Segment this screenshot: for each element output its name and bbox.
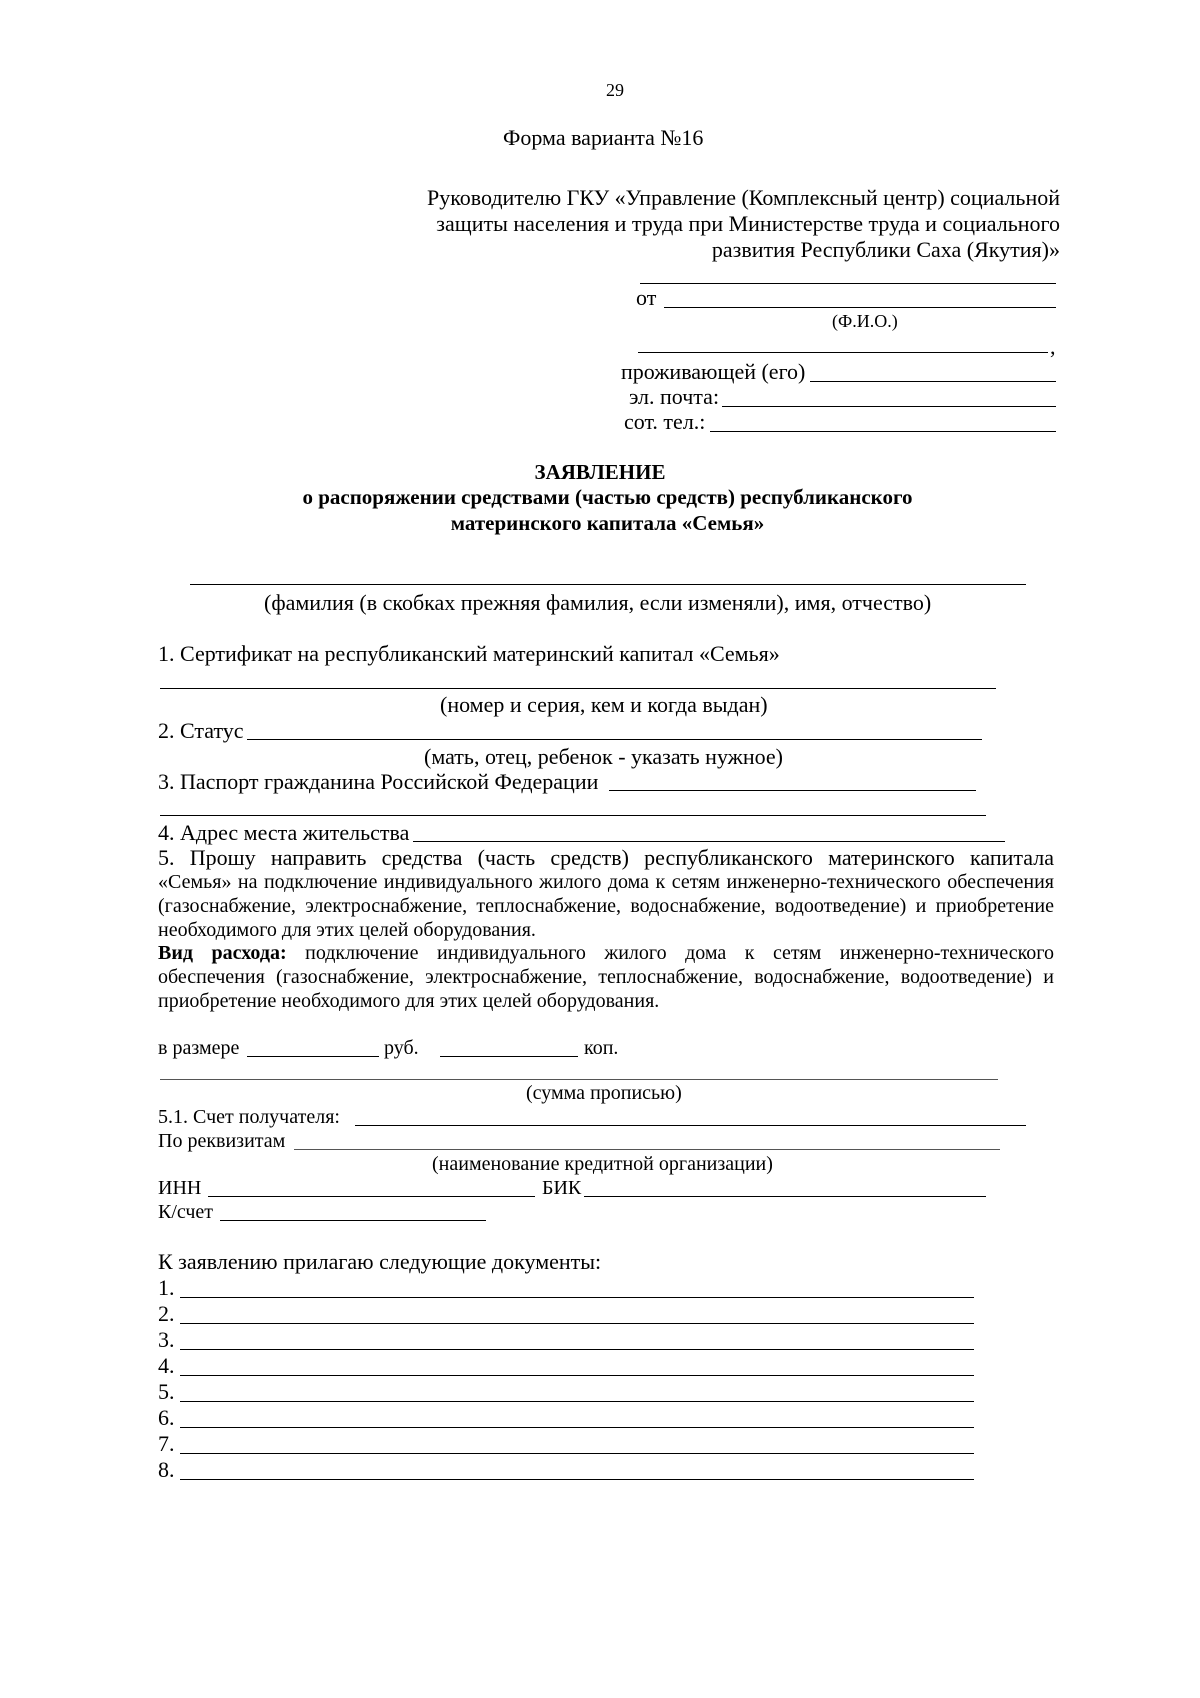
certificate-field[interactable]: [160, 688, 996, 689]
document-subtitle-1: о распоряжении средствами (частью средств) республиканского: [302, 485, 913, 509]
certificate-caption: (номер и серия, кем и когда выдан): [440, 692, 768, 717]
status-field[interactable]: [247, 739, 982, 740]
attachment-field[interactable]: [180, 1453, 974, 1454]
attachment-number: 2.: [158, 1301, 175, 1326]
phone-label: сот. тел.:: [624, 409, 706, 434]
passport-label: 3. Паспорт гражданина Российской Федерации: [158, 769, 599, 794]
fio-field[interactable]: [664, 307, 1056, 308]
item5-line-3: (газоснабжение, электроснабжение, теплоснабжение, водоснабжение, водоотведение) и приобретение: [158, 895, 1054, 917]
item5-line-2: «Семья» на подключение индивидуального жилого дома к сетям инженерно-технического обеспечения: [158, 871, 1054, 893]
email-field[interactable]: [722, 406, 1056, 407]
amount-prefix: в размере: [158, 1037, 240, 1059]
amount-kop-field[interactable]: [440, 1056, 578, 1057]
full-name-caption: (фамилия (в скобках прежняя фамилия, если изменяли), имя, отчество): [264, 590, 932, 615]
details-label: По реквизитам: [158, 1130, 286, 1152]
addressee-line-3: развития Республики Саха (Якутия)»: [711, 237, 1060, 262]
ks-field[interactable]: [220, 1220, 486, 1221]
addressee-line-2: защиты населения и труда при Министерстве труда и социального: [436, 211, 1060, 236]
certificate-label: 1. Сертификат на республиканский материнский капитал «Семья»: [158, 641, 780, 666]
expense-line-2: обеспечения (газоснабжение, электроснабжение, теплоснабжение, водоснабжение, водоотведение) и: [158, 966, 1054, 988]
residing-label: проживающей (его): [621, 359, 806, 384]
attachment-field[interactable]: [180, 1479, 974, 1480]
attachment-number: 1.: [158, 1275, 175, 1300]
addressee-line-1: Руководителю ГКУ «Управление (Комплексный центр) социальной: [426, 185, 1060, 210]
attachments-title: К заявлению прилагаю следующие документы:: [158, 1249, 602, 1274]
inn-field[interactable]: [208, 1196, 535, 1197]
attachment-field[interactable]: [180, 1323, 974, 1324]
document-title: ЗАЯВЛЕНИЕ: [534, 460, 666, 484]
amount-kop-label: коп.: [584, 1037, 619, 1059]
bik-field[interactable]: [584, 1196, 986, 1197]
residing-field[interactable]: [810, 381, 1056, 382]
amount-words-field[interactable]: [160, 1079, 998, 1080]
attachment-field[interactable]: [180, 1297, 974, 1298]
fio-caption: (Ф.И.О.): [832, 311, 898, 331]
attachment-number: 7.: [158, 1431, 175, 1456]
attachment-number: 8.: [158, 1457, 175, 1482]
bik-label: БИК: [542, 1177, 582, 1199]
document-subtitle-2: материнского капитала «Семья»: [450, 511, 765, 535]
expense-line-1: [158, 942, 1054, 965]
attachment-field[interactable]: [180, 1427, 974, 1428]
attachment-field[interactable]: [180, 1401, 974, 1402]
attachment-number: 6.: [158, 1405, 175, 1430]
expense-text-1: подключение индивидуального жилого дома к сетям инженерно-технического: [305, 942, 1055, 964]
attachment-field[interactable]: [180, 1349, 974, 1350]
expense-line-3: приобретение необходимого для этих целей оборудования.: [158, 990, 660, 1012]
page-number: 29: [606, 80, 624, 100]
passport-field[interactable]: [609, 790, 976, 791]
inn-label: ИНН: [158, 1177, 202, 1199]
residence-address-field[interactable]: [413, 841, 1005, 842]
attachment-number: 3.: [158, 1327, 175, 1352]
address-line-field[interactable]: [638, 352, 1048, 353]
from-label: от: [636, 285, 657, 310]
account-label: 5.1. Счет получателя:: [158, 1106, 340, 1128]
status-caption: (мать, отец, ребенок - указать нужное): [424, 744, 783, 769]
item5-line-4: необходимого для этих целей оборудования.: [158, 919, 536, 941]
address-comma: ,: [1050, 334, 1056, 359]
item5-line-1: 5. Прошу направить средства (часть средств) республиканского материнского капитала: [158, 845, 1054, 870]
phone-field[interactable]: [710, 431, 1056, 432]
attachment-number: 4.: [158, 1353, 175, 1378]
attachment-field[interactable]: [180, 1375, 974, 1376]
bank-name-caption: (наименование кредитной организации): [432, 1153, 773, 1175]
bank-name-field[interactable]: [294, 1149, 1000, 1150]
residence-address-label: 4. Адрес места жительства: [158, 820, 410, 845]
passport-field-2[interactable]: [160, 815, 986, 816]
amount-words-caption: (сумма прописью): [526, 1082, 682, 1104]
status-label: 2. Статус: [158, 718, 244, 743]
account-field[interactable]: [355, 1125, 1026, 1126]
expense-label: Вид расхода:: [158, 942, 287, 964]
email-label: эл. почта:: [629, 384, 720, 409]
form-title: Форма варианта №16: [503, 125, 704, 150]
full-name-field[interactable]: [190, 584, 1026, 585]
attachment-number: 5.: [158, 1379, 175, 1404]
applicant-blank-line[interactable]: [640, 283, 1056, 284]
amount-rub-label: руб.: [384, 1037, 419, 1059]
amount-rub-field[interactable]: [247, 1056, 379, 1057]
ks-label: К/счет: [158, 1201, 214, 1223]
